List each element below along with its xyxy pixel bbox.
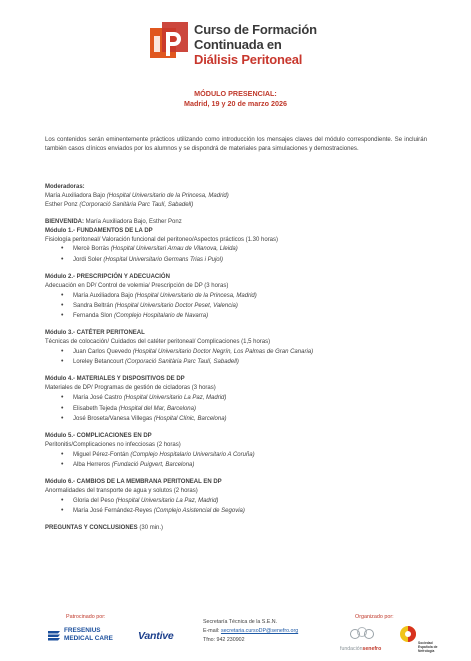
course-title-line3: Diálisis Peritoneal	[194, 52, 303, 67]
moderator-item	[45, 201, 435, 210]
fresenius-line1: FRESENIUS	[64, 627, 101, 634]
organized-label: Organizado por:	[355, 614, 394, 620]
secretariat-phone: Tfno: 942 230902	[203, 637, 245, 643]
speaker-name: Jordi Soler	[73, 256, 104, 263]
speaker-institution: (Complejo Asistencial de Segovia)	[153, 508, 245, 515]
speaker-item	[61, 450, 435, 460]
module-block	[45, 329, 435, 367]
module-title: Módulo 4.- MATERIALES Y DISPOSITIVOS DE DP	[45, 376, 185, 383]
speaker-institution: (Hospital Universitario La Paz, Madrid)	[123, 395, 227, 402]
module-topic: Adecuación en DP/ Control de volemia/ Prescripción de DP (3 horas)	[45, 282, 229, 289]
speaker-item	[61, 496, 435, 506]
module-title: MÓDULO PRESENCIAL:	[194, 89, 277, 98]
module-title: Módulo 2.- PRESCRIPCIÓN Y ADECUACIÓN	[45, 273, 170, 280]
speaker-name: Gloria del Peso	[73, 497, 116, 504]
secretariat-email: E-mail: secretaria.cursoDP@senefro.org	[203, 628, 299, 634]
speaker-list	[45, 393, 435, 424]
speaker-item	[61, 357, 435, 367]
sponsored-label: Patrocinado por:	[66, 614, 106, 620]
fundacion-senefro-logo	[339, 626, 385, 656]
moderators-section	[45, 183, 435, 210]
speaker-name: Loreley Betancourt	[73, 359, 126, 366]
speaker-list	[45, 291, 435, 322]
speaker-name: Fernanda Slon	[73, 313, 115, 320]
speaker-institution: (Complejo Hospitalario de Navarra)	[114, 313, 209, 320]
speaker-item	[61, 301, 435, 311]
svg-text:fundaciónsenefro	[340, 646, 381, 652]
speaker-name: María José Fernández-Reyes	[73, 508, 154, 515]
course-title-line2: Continuada en	[194, 37, 282, 52]
moderator-institution: (Hospital Universitario de la Princesa, Madrid)	[106, 192, 229, 199]
module-block	[45, 273, 435, 321]
module-title: Módulo 6.- CAMBIOS DE LA MEMBRANA PERITONEAL EN DP	[45, 479, 222, 486]
fundacion-text-b: senefro	[362, 646, 382, 652]
speaker-list	[45, 450, 435, 470]
speaker-institution: (Complejo Hospitalario Universitario A Coruña)	[130, 451, 255, 458]
speaker-list	[45, 244, 435, 264]
speaker-name: María José Castro	[73, 395, 124, 402]
course-title	[194, 22, 317, 67]
module-title: Módulo 3.- CATÉTER PERITONEAL	[45, 330, 145, 337]
module-block	[45, 432, 435, 470]
fundacion-text-a: fundación	[340, 646, 363, 652]
secretariat-title: Secretaría Técnica de la S.E.N.	[203, 619, 278, 625]
speaker-list	[45, 347, 435, 367]
speaker-name: Miguel Pérez-Fontán	[73, 451, 131, 458]
closing-duration: (30 min.)	[137, 525, 164, 532]
speaker-item	[61, 255, 435, 265]
speaker-institution: (Hospital Universitario de la Princesa, Madrid)	[134, 292, 257, 299]
module-topic: Materiales de DP/ Programas de gestión de cicladoras (3 horas)	[45, 385, 216, 392]
speaker-item	[61, 404, 435, 414]
speaker-list	[45, 496, 435, 516]
vantive-logo: Vantive	[138, 630, 174, 642]
fresenius-line2: MEDICAL CARE	[64, 634, 113, 642]
moderator-item	[45, 192, 435, 201]
module-dates: Madrid, 19 y 20 de marzo 2026	[183, 99, 288, 108]
sen-logo	[399, 622, 443, 656]
speaker-item	[61, 347, 435, 357]
sen-line1: Sociedad	[418, 641, 433, 645]
speaker-name: Elisabeth Tejeda	[73, 405, 119, 412]
welcome-label: BIENVENIDA:	[45, 218, 85, 225]
speaker-item	[61, 393, 435, 403]
speaker-institution: (Corporació Sanitària Parc Taulí, Sabadell)	[125, 359, 239, 366]
welcome-text: María Auxiliadora Bajo, Esther Ponz	[84, 218, 182, 225]
program-content	[45, 183, 435, 533]
module-block	[45, 478, 435, 516]
moderator-name: María Auxiliadora Bajo	[45, 192, 107, 199]
sen-line2: Española de	[418, 645, 438, 649]
speaker-item	[61, 506, 435, 516]
moderators-label: Moderadoras:	[45, 184, 85, 190]
speaker-name: María Auxiliadora Bajo	[73, 292, 135, 299]
email-link[interactable]: secretaria.cursoDP@senefro.org	[220, 628, 299, 634]
speaker-institution: (Hospital Clínic, Barcelona)	[153, 415, 227, 422]
speaker-item	[61, 414, 435, 424]
speaker-name: Juan Carlos Quevedo	[73, 349, 133, 356]
dp-logo-icon	[150, 22, 188, 64]
speaker-institution: (Hospital Universitari Arnau de Vilanova, Lleida)	[110, 246, 238, 253]
module-topic: Peritonitis/Complicaciones no infecciosas (2 horas)	[45, 441, 181, 448]
course-title-line1: Curso de Formación	[194, 22, 317, 37]
sen-line3: Nefrología	[418, 649, 435, 653]
module-title: Módulo 5.- COMPLICACIONES EN DP	[45, 432, 152, 439]
closing-line	[45, 524, 435, 533]
closing-label: PREGUNTAS Y CONCLUSIONES	[45, 525, 138, 532]
module-heading	[0, 89, 471, 109]
intro-paragraph: Los contenidos serán eminentemente prácticos utilizando como introducción los mensajes claves del módulo correspondiente. Se incluirán también casos clínicos enviados por los alumnos y se dispondrá de materiales para simulaciones y demostraciones.	[45, 136, 427, 152]
speaker-name: José Broseta/Vanesa Villegas	[73, 415, 154, 422]
speaker-item	[61, 244, 435, 254]
module-title: Módulo 1.- FUNDAMENTOS DE LA DP	[45, 227, 153, 234]
speaker-name: Mercè Borràs	[73, 246, 111, 253]
welcome-line	[45, 218, 435, 227]
module-topic: Técnicas de colocación/ Cuidados del catéter peritoneal/ Complicaciones (1,5 horas)	[45, 339, 271, 346]
module-topic: Anormalidades del transporte de agua y solutos (2 horas)	[45, 488, 198, 495]
header	[0, 0, 471, 84]
secretariat-info	[203, 618, 298, 645]
speaker-item	[61, 460, 435, 470]
speaker-name: Alba Herreros	[73, 461, 112, 468]
speaker-institution: (Hospital Universitario Doctor Peset, Valencia)	[114, 302, 238, 309]
fresenius-icon	[47, 628, 61, 642]
speaker-institution: (Hospital Universitario Germans Trias i Pujol)	[103, 256, 223, 263]
speaker-institution: (Hospital Universitario La Paz, Madrid)	[115, 497, 219, 504]
speaker-item	[61, 291, 435, 301]
module-block	[45, 227, 435, 265]
module-block	[45, 375, 435, 423]
speaker-name: Sandra Beltrán	[73, 302, 115, 309]
speaker-institution: (Hospital Universitario Doctor Negrín, Los Palmas de Gran Canaria)	[132, 349, 314, 356]
speaker-institution: (Fundació Puigvert, Barcelona)	[111, 461, 195, 468]
module-topic: Fisiología peritoneal/ Valoración funcional del peritoneo/Aspectos prácticos (1.30 horas)	[45, 236, 279, 243]
speaker-institution: (Hospital del Mar, Barcelona)	[118, 405, 196, 412]
moderator-name: Esther Ponz	[45, 201, 80, 208]
moderator-institution: (Corporació Sanitària Parc Taulí, Sabadell)	[79, 201, 194, 208]
speaker-item	[61, 311, 435, 321]
